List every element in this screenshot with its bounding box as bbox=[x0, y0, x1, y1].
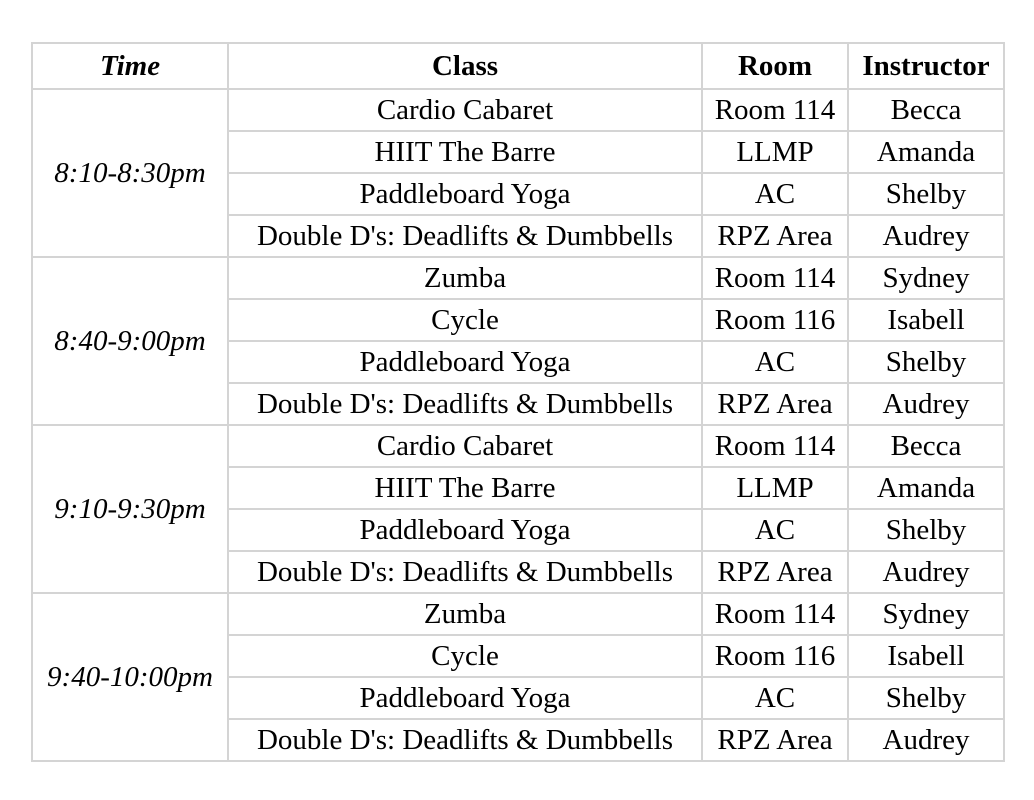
instructor-cell: Amanda bbox=[848, 467, 1004, 509]
instructor-cell: Audrey bbox=[848, 383, 1004, 425]
table-row bbox=[32, 593, 1004, 635]
header-room: Room bbox=[702, 43, 848, 89]
class-cell: Double D's: Deadlifts & Dumbbells bbox=[228, 215, 702, 257]
table-row bbox=[32, 89, 1004, 131]
room-cell: Room 114 bbox=[702, 425, 848, 467]
class-cell: Cardio Cabaret bbox=[228, 425, 702, 467]
header-row bbox=[32, 43, 1004, 89]
class-cell: Paddleboard Yoga bbox=[228, 509, 702, 551]
instructor-cell: Shelby bbox=[848, 341, 1004, 383]
instructor-cell: Audrey bbox=[848, 551, 1004, 593]
instructor-cell: Becca bbox=[848, 89, 1004, 131]
room-cell: Room 114 bbox=[702, 257, 848, 299]
instructor-cell: Shelby bbox=[848, 677, 1004, 719]
class-cell: HIIT The Barre bbox=[228, 467, 702, 509]
time-slot-cell: 9:40-10:00pm bbox=[32, 593, 228, 761]
room-cell: RPZ Area bbox=[702, 551, 848, 593]
class-cell: Cycle bbox=[228, 635, 702, 677]
instructor-cell: Sydney bbox=[848, 257, 1004, 299]
time-slot-cell: 9:10-9:30pm bbox=[32, 425, 228, 593]
instructor-cell: Amanda bbox=[848, 131, 1004, 173]
room-cell: Room 114 bbox=[702, 89, 848, 131]
room-cell: AC bbox=[702, 509, 848, 551]
room-cell: AC bbox=[702, 677, 848, 719]
instructor-cell: Isabell bbox=[848, 299, 1004, 341]
class-cell: Paddleboard Yoga bbox=[228, 173, 702, 215]
header-time: Time bbox=[32, 43, 228, 89]
room-cell: RPZ Area bbox=[702, 215, 848, 257]
instructor-cell: Sydney bbox=[848, 593, 1004, 635]
class-cell: Cardio Cabaret bbox=[228, 89, 702, 131]
class-cell: Cycle bbox=[228, 299, 702, 341]
header-class: Class bbox=[228, 43, 702, 89]
header-instructor: Instructor bbox=[848, 43, 1004, 89]
table-header bbox=[32, 43, 1004, 89]
room-cell: Room 114 bbox=[702, 593, 848, 635]
instructor-cell: Audrey bbox=[848, 215, 1004, 257]
instructor-cell: Shelby bbox=[848, 173, 1004, 215]
instructor-cell: Audrey bbox=[848, 719, 1004, 761]
time-slot-cell: 8:10-8:30pm bbox=[32, 89, 228, 257]
class-cell: Paddleboard Yoga bbox=[228, 677, 702, 719]
class-cell: Double D's: Deadlifts & Dumbbells bbox=[228, 551, 702, 593]
instructor-cell: Becca bbox=[848, 425, 1004, 467]
room-cell: Room 116 bbox=[702, 299, 848, 341]
class-cell: Paddleboard Yoga bbox=[228, 341, 702, 383]
table-row bbox=[32, 257, 1004, 299]
class-schedule-table bbox=[31, 42, 1005, 762]
room-cell: LLMP bbox=[702, 467, 848, 509]
class-cell: Zumba bbox=[228, 593, 702, 635]
table-row bbox=[32, 425, 1004, 467]
room-cell: Room 116 bbox=[702, 635, 848, 677]
class-cell: Zumba bbox=[228, 257, 702, 299]
time-slot-cell: 8:40-9:00pm bbox=[32, 257, 228, 425]
instructor-cell: Shelby bbox=[848, 509, 1004, 551]
room-cell: AC bbox=[702, 173, 848, 215]
instructor-cell: Isabell bbox=[848, 635, 1004, 677]
room-cell: RPZ Area bbox=[702, 719, 848, 761]
class-cell: HIIT The Barre bbox=[228, 131, 702, 173]
room-cell: AC bbox=[702, 341, 848, 383]
class-cell: Double D's: Deadlifts & Dumbbells bbox=[228, 383, 702, 425]
room-cell: LLMP bbox=[702, 131, 848, 173]
room-cell: RPZ Area bbox=[702, 383, 848, 425]
table-body bbox=[32, 89, 1004, 761]
class-cell: Double D's: Deadlifts & Dumbbells bbox=[228, 719, 702, 761]
